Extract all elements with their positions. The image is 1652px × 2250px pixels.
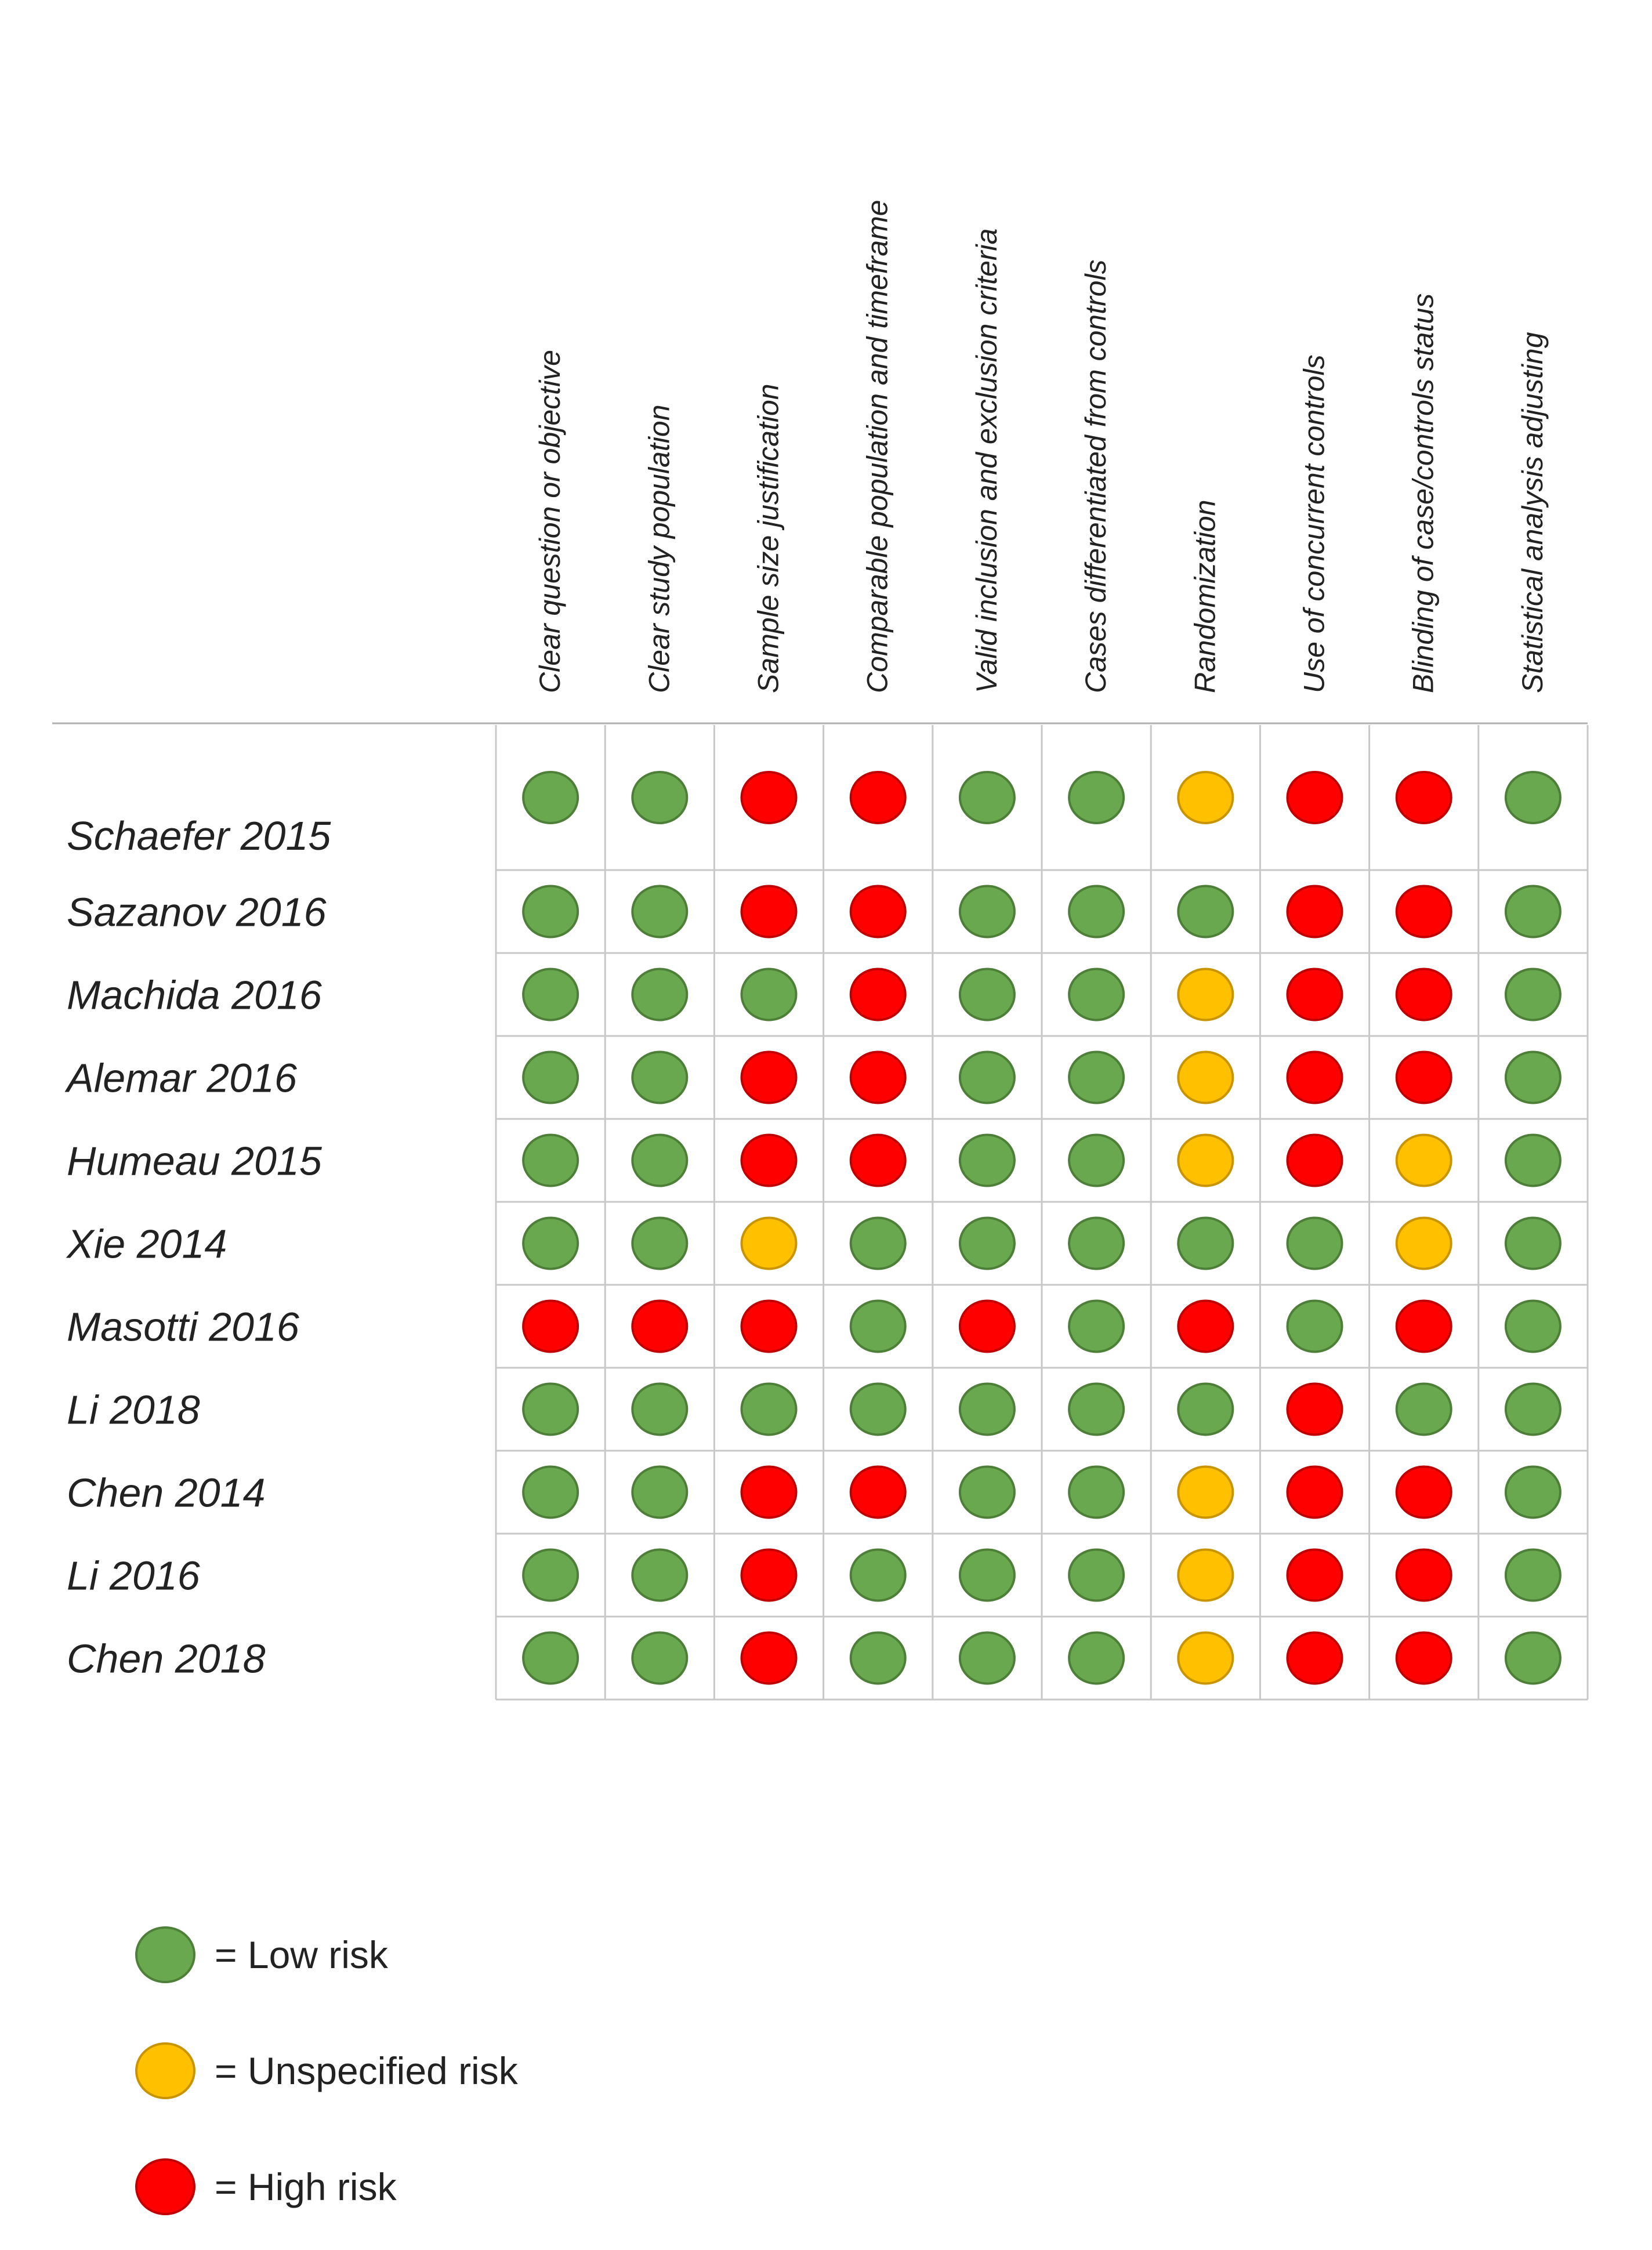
rating-marker-low: [523, 886, 578, 937]
rating-marker-high: [851, 886, 905, 937]
rating-marker-high: [523, 1301, 578, 1352]
rating-marker-low: [960, 1052, 1015, 1103]
rating-marker-low: [960, 1467, 1015, 1518]
rating-marker-high: [1397, 969, 1451, 1020]
study-label: Xie 2014: [67, 1221, 227, 1267]
study-label: Sazanov 2016: [67, 889, 327, 935]
rating-marker-low: [1506, 1384, 1560, 1435]
rating-marker-low: [632, 1633, 687, 1684]
legend-marker-low: [136, 1927, 194, 1982]
rating-marker-high: [851, 1052, 905, 1103]
rating-marker-low: [960, 1384, 1015, 1435]
rating-marker-low: [523, 1135, 578, 1186]
rating-marker-low: [960, 1550, 1015, 1601]
rating-marker-high: [1288, 1633, 1342, 1684]
rating-marker-low: [1069, 1301, 1124, 1352]
rating-marker-high: [742, 1467, 796, 1518]
column-header: Clear study population: [643, 404, 676, 693]
rating-marker-high: [851, 969, 905, 1020]
rating-marker-low: [851, 1384, 905, 1435]
rating-marker-low: [960, 886, 1015, 937]
rating-marker-low: [1069, 1218, 1124, 1269]
rating-marker-unspecified: [1178, 1135, 1233, 1186]
rating-marker-low: [1288, 1218, 1342, 1269]
rating-marker-low: [523, 1218, 578, 1269]
rating-marker-low: [632, 969, 687, 1020]
rating-marker-low: [523, 1633, 578, 1684]
rating-marker-low: [1069, 1633, 1124, 1684]
rating-marker-low: [1506, 1550, 1560, 1601]
rating-marker-high: [632, 1301, 687, 1352]
rating-marker-low: [1178, 886, 1233, 937]
grid-lines: [52, 723, 1588, 1700]
rating-marker-low: [1069, 772, 1124, 823]
rating-marker-high: [742, 772, 796, 823]
rating-marker-low: [960, 1633, 1015, 1684]
rating-marker-high: [1288, 886, 1342, 937]
column-header: Cases differentiated from controls: [1079, 259, 1113, 693]
rating-marker-unspecified: [1397, 1135, 1451, 1186]
rating-marker-low: [1178, 1218, 1233, 1269]
study-label: Li 2018: [67, 1387, 200, 1433]
rating-marker-unspecified: [1178, 772, 1233, 823]
legend-label: = High risk: [215, 2165, 397, 2208]
row-labels: [64, 813, 331, 1682]
study-label: Schaefer 2015: [67, 813, 331, 858]
rating-marker-high: [742, 1301, 796, 1352]
rating-marker-low: [1069, 1467, 1124, 1518]
rating-marker-unspecified: [1178, 1467, 1233, 1518]
study-label: Chen 2014: [67, 1470, 266, 1516]
rating-marker-low: [851, 1218, 905, 1269]
legend-marker-high: [136, 2160, 194, 2214]
rating-marker-unspecified: [742, 1218, 796, 1269]
rating-marker-low: [632, 886, 687, 937]
rating-marker-low: [523, 1467, 578, 1518]
rating-marker-low: [1288, 1301, 1342, 1352]
rating-marker-low: [632, 772, 687, 823]
rating-marker-low: [1069, 886, 1124, 937]
rating-marker-low: [1506, 1218, 1560, 1269]
rating-marker-high: [1178, 1301, 1233, 1352]
rating-marker-low: [742, 969, 796, 1020]
rating-marker-high: [851, 1467, 905, 1518]
rating-marker-low: [742, 1384, 796, 1435]
rating-marker-low: [1506, 772, 1560, 823]
rating-marker-low: [1506, 1467, 1560, 1518]
rating-marker-low: [851, 1550, 905, 1601]
rating-marker-high: [1397, 1633, 1451, 1684]
legend-marker-unspecified: [136, 2044, 194, 2098]
rating-marker-low: [632, 1384, 687, 1435]
study-label: Machida 2016: [67, 972, 322, 1018]
column-header: Sample size justification: [752, 383, 785, 693]
rating-marker-high: [851, 1135, 905, 1186]
column-header: Use of concurrent controls: [1298, 354, 1331, 693]
rating-marker-low: [632, 1467, 687, 1518]
rating-marker-low: [523, 772, 578, 823]
rating-marker-high: [742, 1052, 796, 1103]
rating-marker-high: [742, 886, 796, 937]
column-header: Blinding of case/controls status: [1407, 293, 1440, 693]
rating-marker-high: [1397, 772, 1451, 823]
legend-label: = Low risk: [215, 1933, 388, 1976]
rating-marker-low: [960, 969, 1015, 1020]
rating-marker-low: [851, 1301, 905, 1352]
study-label: Humeau 2015: [67, 1138, 322, 1184]
rating-marker-high: [742, 1135, 796, 1186]
rating-marker-unspecified: [1397, 1218, 1451, 1269]
legend-label: = Unspecified risk: [215, 2049, 518, 2092]
rating-marker-low: [960, 1218, 1015, 1269]
rating-marker-low: [523, 1550, 578, 1601]
rating-marker-high: [742, 1633, 796, 1684]
rating-marker-low: [1506, 1052, 1560, 1103]
rating-marker-high: [1397, 1467, 1451, 1518]
rating-marker-low: [1069, 1550, 1124, 1601]
rating-marker-high: [1288, 1052, 1342, 1103]
rating-marker-high: [1288, 1384, 1342, 1435]
rating-marker-unspecified: [1178, 1633, 1233, 1684]
rating-marker-low: [1069, 1135, 1124, 1186]
column-header: Clear question or objective: [534, 350, 567, 693]
rating-marker-low: [960, 1135, 1015, 1186]
column-header: Statistical analysis adjusting: [1516, 332, 1549, 693]
column-headers: [534, 200, 1549, 694]
rating-marker-low: [1506, 969, 1560, 1020]
rating-marker-low: [632, 1550, 687, 1601]
rating-marker-low: [1506, 1633, 1560, 1684]
rating-marker-low: [1069, 969, 1124, 1020]
rating-marker-unspecified: [1178, 1550, 1233, 1601]
study-label: Chen 2018: [67, 1636, 266, 1682]
rating-marker-high: [1397, 886, 1451, 937]
study-label: Alemar 2016: [67, 1055, 297, 1101]
rating-marker-high: [960, 1301, 1015, 1352]
rating-marker-low: [1069, 1052, 1124, 1103]
rating-marker-low: [1397, 1384, 1451, 1435]
rating-marker-low: [632, 1135, 687, 1186]
rating-marker-low: [523, 1052, 578, 1103]
rating-marker-low: [1506, 886, 1560, 937]
rating-marker-high: [1397, 1052, 1451, 1103]
rating-marker-low: [1178, 1384, 1233, 1435]
rating-marker-high: [1288, 1467, 1342, 1518]
legend: [136, 1927, 519, 2214]
rating-marker-low: [523, 1384, 578, 1435]
rating-marker-low: [523, 969, 578, 1020]
rating-marker-unspecified: [1178, 969, 1233, 1020]
rating-marker-high: [1288, 772, 1342, 823]
rating-marker-low: [632, 1052, 687, 1103]
rating-marker-high: [1288, 1135, 1342, 1186]
rating-marker-unspecified: [1178, 1052, 1233, 1103]
rating-marker-high: [1288, 969, 1342, 1020]
rating-marker-low: [1506, 1135, 1560, 1186]
rating-marker-high: [742, 1550, 796, 1601]
rating-marker-low: [632, 1218, 687, 1269]
study-label: Masotti 2016: [67, 1304, 299, 1350]
rating-marker-low: [1506, 1301, 1560, 1352]
rating-marker-high: [851, 772, 905, 823]
column-header: Valid inclusion and exclusion criteria: [970, 228, 1003, 693]
rating-marker-high: [1397, 1550, 1451, 1601]
rating-marker-high: [1397, 1301, 1451, 1352]
rating-marker-low: [1069, 1384, 1124, 1435]
rating-marker-low: [960, 772, 1015, 823]
column-header: Randomization: [1189, 499, 1222, 693]
rating-marker-high: [1288, 1550, 1342, 1601]
study-label: Li 2016: [67, 1553, 200, 1599]
rating-marker-low: [851, 1633, 905, 1684]
column-header: Comparable population and timeframe: [861, 200, 894, 693]
